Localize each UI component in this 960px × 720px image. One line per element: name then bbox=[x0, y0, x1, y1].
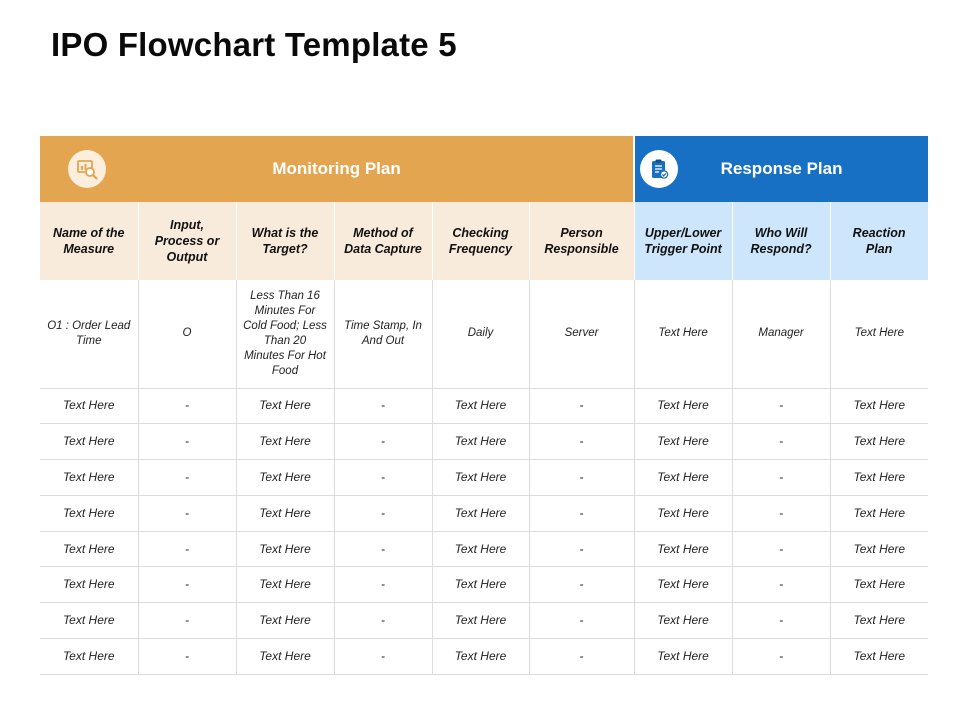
table-cell: - bbox=[732, 388, 830, 424]
table-cell: Manager bbox=[732, 280, 830, 388]
col-header-target: What is the Target? bbox=[236, 202, 334, 280]
table-cell: Text Here bbox=[830, 424, 928, 460]
table-cell: Text Here bbox=[634, 639, 732, 675]
table-row bbox=[40, 531, 928, 567]
table-cell: Text Here bbox=[634, 388, 732, 424]
table-cell: - bbox=[732, 460, 830, 496]
table-cell: - bbox=[138, 388, 236, 424]
table-cell: O bbox=[138, 280, 236, 388]
table-cell: Text Here bbox=[634, 603, 732, 639]
search-chart-icon bbox=[68, 150, 106, 188]
table-cell: - bbox=[529, 495, 634, 531]
table-cell: Text Here bbox=[634, 460, 732, 496]
col-header-trigger: Upper/Lower Trigger Point bbox=[634, 202, 732, 280]
table-cell: - bbox=[138, 531, 236, 567]
table-cell: - bbox=[334, 460, 432, 496]
table-cell: Text Here bbox=[236, 424, 334, 460]
table-cell: Text Here bbox=[40, 460, 138, 496]
table-cell: Text Here bbox=[236, 639, 334, 675]
table-cell: - bbox=[334, 495, 432, 531]
table-cell: Daily bbox=[432, 280, 529, 388]
table-cell: - bbox=[334, 567, 432, 603]
ipo-table bbox=[40, 136, 929, 675]
table-cell: - bbox=[138, 424, 236, 460]
table-cell: Text Here bbox=[40, 424, 138, 460]
table-cell: Text Here bbox=[236, 567, 334, 603]
table-cell: Text Here bbox=[830, 531, 928, 567]
table-cell: Text Here bbox=[830, 603, 928, 639]
table-cell: - bbox=[529, 567, 634, 603]
table-cell: Text Here bbox=[432, 388, 529, 424]
table-cell: - bbox=[529, 603, 634, 639]
table-cell: Less Than 16 Minutes For Cold Food; Less Than 20 Minutes For Hot Food bbox=[236, 280, 334, 388]
table-cell: Text Here bbox=[40, 639, 138, 675]
col-header-measure: Name of the Measure bbox=[40, 202, 138, 280]
table-cell: Text Here bbox=[236, 388, 334, 424]
table-cell: Text Here bbox=[432, 424, 529, 460]
table-row bbox=[40, 639, 928, 675]
table-cell: Text Here bbox=[634, 567, 732, 603]
table-cell: Text Here bbox=[432, 639, 529, 675]
monitoring-plan-header bbox=[40, 136, 634, 202]
table-cell: Text Here bbox=[236, 495, 334, 531]
table-cell: Text Here bbox=[634, 280, 732, 388]
table-row bbox=[40, 495, 928, 531]
table-cell: Time Stamp, In And Out bbox=[334, 280, 432, 388]
table-cell: Text Here bbox=[432, 603, 529, 639]
table-row bbox=[40, 388, 928, 424]
table-cell: - bbox=[334, 531, 432, 567]
table-cell: O1 : Order Lead Time bbox=[40, 280, 138, 388]
table-cell: Text Here bbox=[40, 531, 138, 567]
col-header-capture-method: Method of Data Capture bbox=[334, 202, 432, 280]
table-cell: - bbox=[529, 639, 634, 675]
table-cell: - bbox=[334, 639, 432, 675]
table-cell: Text Here bbox=[432, 495, 529, 531]
table-row bbox=[40, 567, 928, 603]
table-cell: Text Here bbox=[830, 639, 928, 675]
table-cell: Text Here bbox=[634, 424, 732, 460]
table-cell: - bbox=[529, 460, 634, 496]
monitoring-plan-label: Monitoring Plan bbox=[272, 159, 401, 178]
table-cell: - bbox=[334, 388, 432, 424]
response-plan-header bbox=[634, 136, 928, 202]
table-cell: Text Here bbox=[236, 531, 334, 567]
col-header-responder: Who Will Respond? bbox=[732, 202, 830, 280]
table-body bbox=[40, 280, 928, 674]
table-cell: - bbox=[732, 639, 830, 675]
table-cell: Text Here bbox=[634, 531, 732, 567]
table-cell: - bbox=[334, 603, 432, 639]
table-cell: Text Here bbox=[830, 495, 928, 531]
table-cell: Text Here bbox=[236, 603, 334, 639]
table-cell: Text Here bbox=[432, 531, 529, 567]
page-title: IPO Flowchart Template 5 bbox=[51, 26, 457, 63]
table-row bbox=[40, 460, 928, 496]
table-row bbox=[40, 603, 928, 639]
table-cell: - bbox=[732, 567, 830, 603]
table-cell: - bbox=[529, 388, 634, 424]
table-cell: Text Here bbox=[830, 388, 928, 424]
response-plan-label: Response Plan bbox=[720, 159, 843, 178]
table-cell: - bbox=[732, 495, 830, 531]
table-cell: Text Here bbox=[40, 495, 138, 531]
table-cell: Text Here bbox=[236, 460, 334, 496]
table-cell: - bbox=[138, 603, 236, 639]
table-cell: - bbox=[138, 567, 236, 603]
table-cell: - bbox=[334, 424, 432, 460]
table-cell: Text Here bbox=[40, 567, 138, 603]
table-cell: Text Here bbox=[432, 460, 529, 496]
table-cell: - bbox=[529, 531, 634, 567]
col-header-frequency: Checking Frequency bbox=[432, 202, 529, 280]
table-cell: Text Here bbox=[40, 388, 138, 424]
col-header-ipo: Input, Process or Output bbox=[138, 202, 236, 280]
table-cell: Server bbox=[529, 280, 634, 388]
table-cell: - bbox=[732, 424, 830, 460]
table-cell: Text Here bbox=[830, 280, 928, 388]
table-cell: Text Here bbox=[830, 567, 928, 603]
table-cell: - bbox=[138, 639, 236, 675]
table-cell: Text Here bbox=[40, 603, 138, 639]
table-cell: - bbox=[529, 424, 634, 460]
table-cell: Text Here bbox=[634, 495, 732, 531]
table-cell: Text Here bbox=[432, 567, 529, 603]
table-cell: - bbox=[732, 531, 830, 567]
table-row bbox=[40, 280, 928, 388]
col-header-responsible: Person Responsible bbox=[529, 202, 634, 280]
clipboard-check-icon bbox=[640, 150, 678, 188]
col-header-reaction: Reaction Plan bbox=[830, 202, 928, 280]
table-cell: Text Here bbox=[830, 460, 928, 496]
table-cell: - bbox=[138, 495, 236, 531]
table-cell: - bbox=[732, 603, 830, 639]
table-cell: - bbox=[138, 460, 236, 496]
table-row bbox=[40, 424, 928, 460]
